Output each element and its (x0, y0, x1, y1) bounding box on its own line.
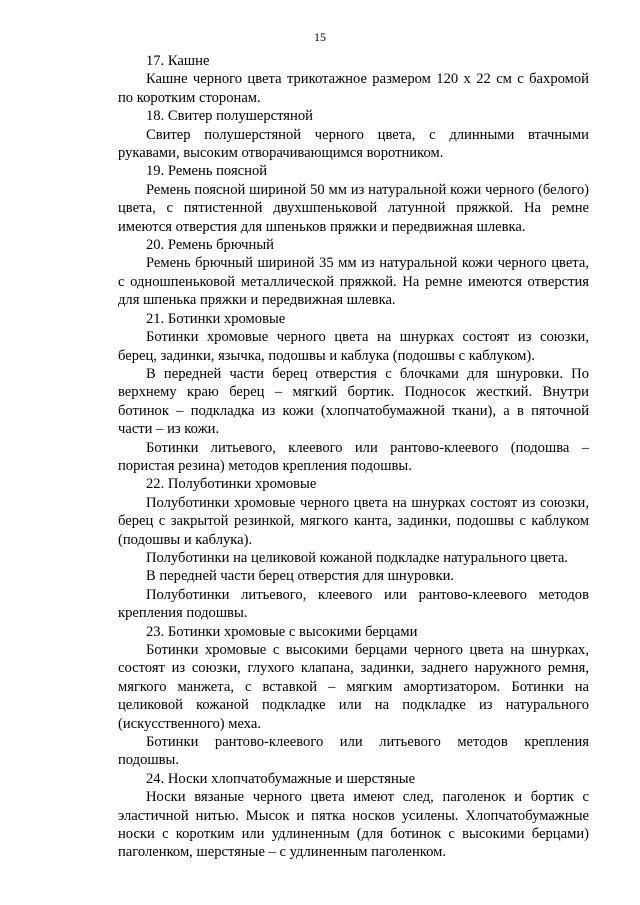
section-21-paragraph-3: Ботинки литьевого, клеевого или рантово-клеевого (подошва – пористая резина) методов крепления подошвы. (118, 439, 589, 474)
section-17-paragraph-1: Кашне черного цвета трикотажное размером 120 х 22 см с бахромой по коротким сторонам. (118, 71, 589, 106)
section-heading-22: 22. Полуботинки хромовые (146, 476, 317, 493)
section-22-paragraph-4: Полуботинки литьевого, клеевого или рантово-клеевого методов крепления подошвы. (118, 586, 589, 622)
section-heading-24: 24. Носки хлопчатобумажные и шерстяные (146, 770, 416, 787)
section-22-paragraph-2: Полуботинки на целиковой кожаной подкладке натурального цвета. (146, 549, 568, 566)
section-heading-20: 20. Ремень брючный (146, 237, 274, 254)
section-21-paragraph-2: В передней части берец отверстия с блочками для шнуровки. По верхнему краю берец – мягкий бортик. Подносок жесткий. Внутри ботинок – подкладка из кожи (хлопчатобумажной ткани), а в пяточной части – из кожи. (118, 365, 589, 438)
section-heading-19: 19. Ремень поясной (146, 163, 268, 180)
section-23-paragraph-2: Ботинки рантово-клеевого или литьевого методов крепления подошвы. (118, 734, 589, 769)
document-body (118, 52, 589, 862)
section-23-paragraph-1: Ботинки хромовые с высокими берцами черного цвета на шнурках, состоят из союзки, глухого клапана, задинки, заднего наружного ремня, мягкого манжета, с вставкой – мягким амортизатором. Ботинки на целиковой кожаной подкладке или на подкладке из натурального (искусственного) меха. (118, 642, 589, 732)
section-heading-17: 17. Кашне (146, 53, 210, 69)
section-20-paragraph-1: Ремень брючный шириной 35 мм из натуральной кожи черного цвета, с одношпеньковой металлической пряжкой. На ремне имеются отверстия для шпенька пряжки и передвижная шлевка. (118, 255, 589, 309)
section-22-paragraph-3: В передней части берец отверстия для шнуровки. (146, 568, 455, 585)
section-19-paragraph-1: Ремень поясной шириной 50 мм из натуральной кожи черного (белого) цвета, с пятистенной двухшпеньковой латунной пряжкой. На ремне имеются отверстия для шпеньков пряжки и передвижная шлевка. (118, 181, 589, 235)
section-heading-21: 21. Ботинки хромовые (146, 310, 286, 327)
section-24-paragraph-1: Носки вязаные черного цвета имеют след, паголенок и бортик с эластичной нитью. Мысок и пятка носков усилены. Хлопчатобумажные носки с коротким или удлиненным (для ботинок с высокими берцами) паголенком, шерстяные – с удлиненным паголенком. (118, 789, 589, 861)
section-heading-23: 23. Ботинки хромовые с высокими берцами (146, 623, 418, 640)
section-18-paragraph-1: Свитер полушерстяной черного цвета, с длинными втачными рукавами, высоким отворачивающимся воротником. (118, 126, 589, 162)
section-heading-18: 18. Свитер полушерстяной (146, 108, 313, 125)
page-number: 15 (314, 30, 326, 44)
section-21-paragraph-1: Ботинки хромовые черного цвета на шнурках состоят из союзки, берец, задинки, язычка, подошвы и каблука (подошвы с каблуком). (118, 329, 589, 364)
section-22-paragraph-1: Полуботинки хромовые черного цвета на шнурках состоят из союзки, берец с закрытой резинкой, мягкого канта, задинки, подошвы с каблуком (подошвы и каблука). (118, 494, 589, 548)
